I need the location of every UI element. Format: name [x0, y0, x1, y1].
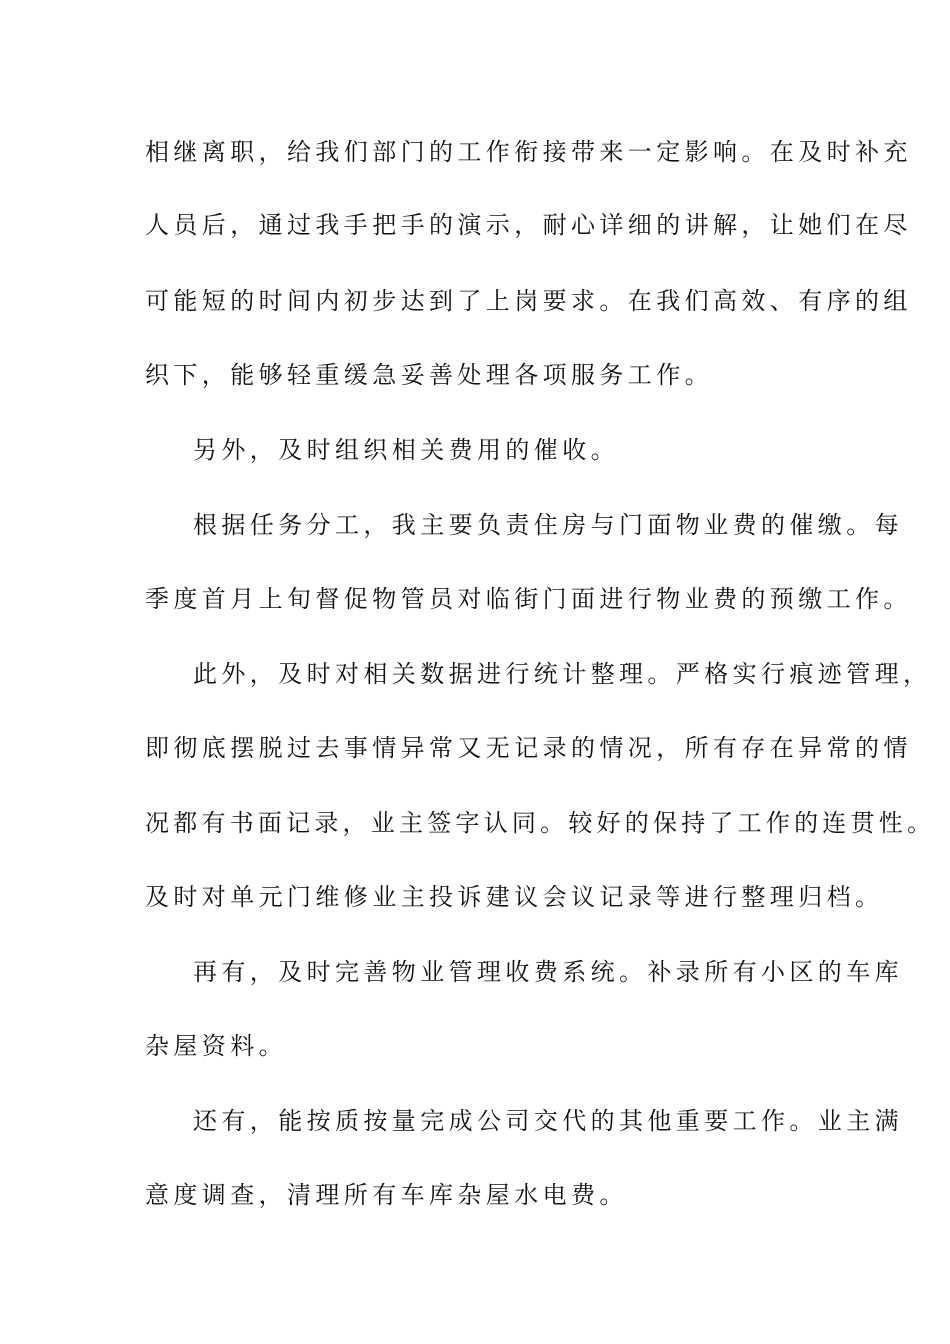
text-line-12: 再有，及时完善物业管理收费系统。补录所有小区的车库: [193, 958, 903, 986]
text-line-10: 况都有书面记录，业主签字认同。较好的保持了工作的连贯性。: [145, 809, 936, 837]
text-line-13: 杂屋资料。: [145, 1032, 287, 1060]
text-line-5: 另外，及时组织相关费用的催收。: [193, 436, 619, 464]
text-line-2: 人员后，通过我手把手的演示，耐心详细的讲解，让她们在尽: [145, 211, 912, 239]
text-line-9: 即彻底摆脱过去事情异常又无记录的情况，所有存在异常的情: [145, 734, 912, 762]
text-line-1: 相继离职，给我们部门的工作衔接带来一定影响。在及时补充: [145, 138, 912, 166]
text-line-7: 季度首月上旬督促物管员对临街门面进行物业费的预缴工作。: [145, 585, 912, 613]
text-line-15: 意度调查，清理所有车库杂屋水电费。: [145, 1181, 628, 1209]
text-line-14: 还有，能按质按量完成公司交代的其他重要工作。业主满: [193, 1107, 903, 1135]
text-line-11: 及时对单元门维修业主投诉建议会议记录等进行整理归档。: [145, 883, 884, 911]
text-line-3: 可能短的时间内初步达到了上岗要求。在我们高效、有序的组: [145, 287, 912, 315]
text-line-6: 根据任务分工，我主要负责住房与门面物业费的催缴。每: [193, 511, 903, 539]
text-line-8: 此外，及时对相关数据进行统计整理。严格实行痕迹管理，: [193, 660, 932, 688]
text-line-4: 织下，能够轻重缓急妥善处理各项服务工作。: [145, 361, 713, 389]
